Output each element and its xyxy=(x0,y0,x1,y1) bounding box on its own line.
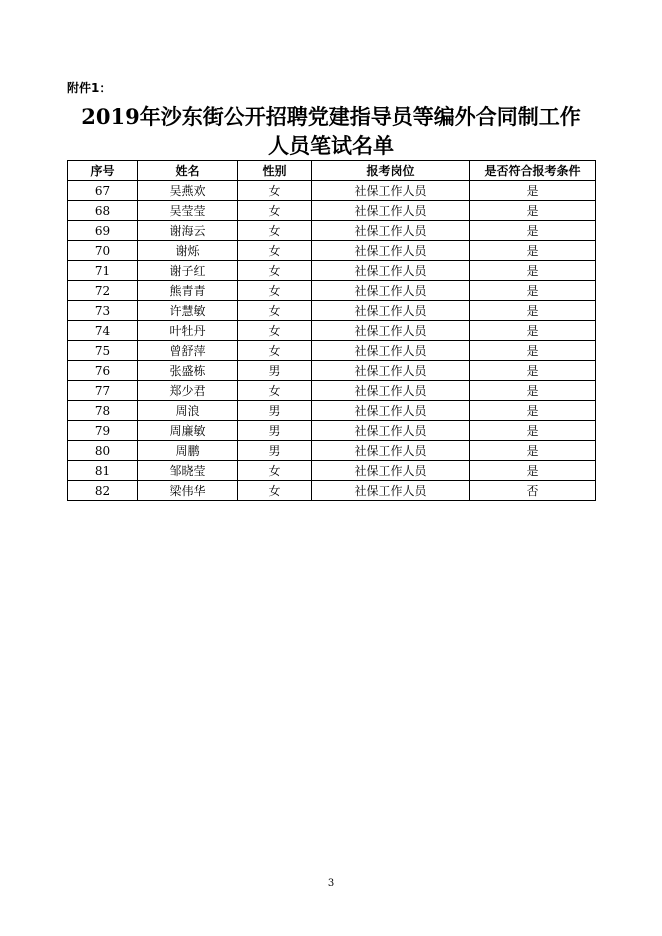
table-row xyxy=(68,461,596,481)
cell-name: 谢烁 xyxy=(138,241,238,261)
cell-eligible: 是 xyxy=(470,241,596,261)
cell-name: 邹晓莹 xyxy=(138,461,238,481)
table-row xyxy=(68,481,596,501)
cell-gender: 女 xyxy=(238,321,312,341)
cell-gender: 女 xyxy=(238,481,312,501)
cell-seq: 82 xyxy=(68,481,138,501)
cell-seq: 79 xyxy=(68,421,138,441)
cell-gender: 女 xyxy=(238,261,312,281)
table-body xyxy=(68,181,596,501)
cell-seq: 69 xyxy=(68,221,138,241)
cell-seq: 67 xyxy=(68,181,138,201)
cell-seq: 75 xyxy=(68,341,138,361)
table-row xyxy=(68,281,596,301)
cell-name: 曾舒萍 xyxy=(138,341,238,361)
cell-gender: 男 xyxy=(238,441,312,461)
cell-position: 社保工作人员 xyxy=(312,341,470,361)
cell-gender: 女 xyxy=(238,341,312,361)
cell-gender: 女 xyxy=(238,221,312,241)
cell-eligible: 是 xyxy=(470,421,596,441)
cell-eligible: 是 xyxy=(470,341,596,361)
cell-position: 社保工作人员 xyxy=(312,201,470,221)
cell-name: 谢海云 xyxy=(138,221,238,241)
cell-seq: 74 xyxy=(68,321,138,341)
cell-seq: 78 xyxy=(68,401,138,421)
cell-seq: 68 xyxy=(68,201,138,221)
cell-eligible: 是 xyxy=(470,221,596,241)
cell-seq: 81 xyxy=(68,461,138,481)
cell-eligible: 是 xyxy=(470,461,596,481)
header-row xyxy=(68,161,596,181)
cell-name: 叶牡丹 xyxy=(138,321,238,341)
cell-name: 周鹏 xyxy=(138,441,238,461)
header-eligible: 是否符合报考条件 xyxy=(470,161,596,181)
cell-eligible: 是 xyxy=(470,281,596,301)
cell-eligible: 是 xyxy=(470,361,596,381)
cell-position: 社保工作人员 xyxy=(312,441,470,461)
cell-position: 社保工作人员 xyxy=(312,181,470,201)
cell-eligible: 是 xyxy=(470,201,596,221)
cell-position: 社保工作人员 xyxy=(312,461,470,481)
cell-position: 社保工作人员 xyxy=(312,381,470,401)
cell-position: 社保工作人员 xyxy=(312,241,470,261)
table-row xyxy=(68,341,596,361)
cell-eligible: 是 xyxy=(470,401,596,421)
cell-name: 梁伟华 xyxy=(138,481,238,501)
table-row xyxy=(68,301,596,321)
table-row xyxy=(68,401,596,421)
table-row xyxy=(68,201,596,221)
table-row xyxy=(68,361,596,381)
cell-gender: 女 xyxy=(238,181,312,201)
cell-name: 张盛栋 xyxy=(138,361,238,381)
candidate-table xyxy=(67,160,596,501)
cell-position: 社保工作人员 xyxy=(312,321,470,341)
cell-seq: 72 xyxy=(68,281,138,301)
cell-position: 社保工作人员 xyxy=(312,361,470,381)
cell-seq: 80 xyxy=(68,441,138,461)
cell-position: 社保工作人员 xyxy=(312,261,470,281)
cell-gender: 男 xyxy=(238,401,312,421)
cell-gender: 女 xyxy=(238,381,312,401)
cell-seq: 73 xyxy=(68,301,138,321)
cell-name: 谢子红 xyxy=(138,261,238,281)
table-row xyxy=(68,381,596,401)
cell-name: 许慧敏 xyxy=(138,301,238,321)
cell-seq: 77 xyxy=(68,381,138,401)
cell-name: 吴莹莹 xyxy=(138,201,238,221)
table-row xyxy=(68,241,596,261)
cell-eligible: 否 xyxy=(470,481,596,501)
cell-name: 周浪 xyxy=(138,401,238,421)
table-row xyxy=(68,221,596,241)
cell-position: 社保工作人员 xyxy=(312,221,470,241)
cell-position: 社保工作人员 xyxy=(312,301,470,321)
table-row xyxy=(68,321,596,341)
cell-position: 社保工作人员 xyxy=(312,401,470,421)
table-row xyxy=(68,441,596,461)
cell-position: 社保工作人员 xyxy=(312,421,470,441)
cell-name: 吴燕欢 xyxy=(138,181,238,201)
table-row xyxy=(68,421,596,441)
table-header xyxy=(68,161,596,181)
cell-name: 郑少君 xyxy=(138,381,238,401)
cell-position: 社保工作人员 xyxy=(312,481,470,501)
attachment-label: 附件1： xyxy=(67,81,112,95)
cell-seq: 71 xyxy=(68,261,138,281)
cell-gender: 女 xyxy=(238,281,312,301)
header-seq: 序号 xyxy=(68,161,138,181)
cell-gender: 男 xyxy=(238,361,312,381)
cell-seq: 76 xyxy=(68,361,138,381)
cell-eligible: 是 xyxy=(470,381,596,401)
cell-eligible: 是 xyxy=(470,301,596,321)
cell-gender: 女 xyxy=(238,301,312,321)
cell-eligible: 是 xyxy=(470,261,596,281)
cell-eligible: 是 xyxy=(470,181,596,201)
cell-gender: 女 xyxy=(238,241,312,261)
cell-name: 熊青青 xyxy=(138,281,238,301)
document-title-line-2: 人员笔试名单 xyxy=(268,133,394,158)
header-gender: 性别 xyxy=(238,161,312,181)
cell-seq: 70 xyxy=(68,241,138,261)
cell-position: 社保工作人员 xyxy=(312,281,470,301)
table-row xyxy=(68,261,596,281)
cell-gender: 女 xyxy=(238,201,312,221)
header-name: 姓名 xyxy=(138,161,238,181)
cell-gender: 男 xyxy=(238,421,312,441)
cell-eligible: 是 xyxy=(470,321,596,341)
header-position: 报考岗位 xyxy=(312,161,470,181)
cell-name: 周廉敏 xyxy=(138,421,238,441)
page-number: 3 xyxy=(327,878,335,889)
table-row xyxy=(68,181,596,201)
cell-eligible: 是 xyxy=(470,441,596,461)
document-title-line-1: 2019年沙东街公开招聘党建指导员等编外合同制工作 xyxy=(81,104,581,129)
cell-gender: 女 xyxy=(238,461,312,481)
